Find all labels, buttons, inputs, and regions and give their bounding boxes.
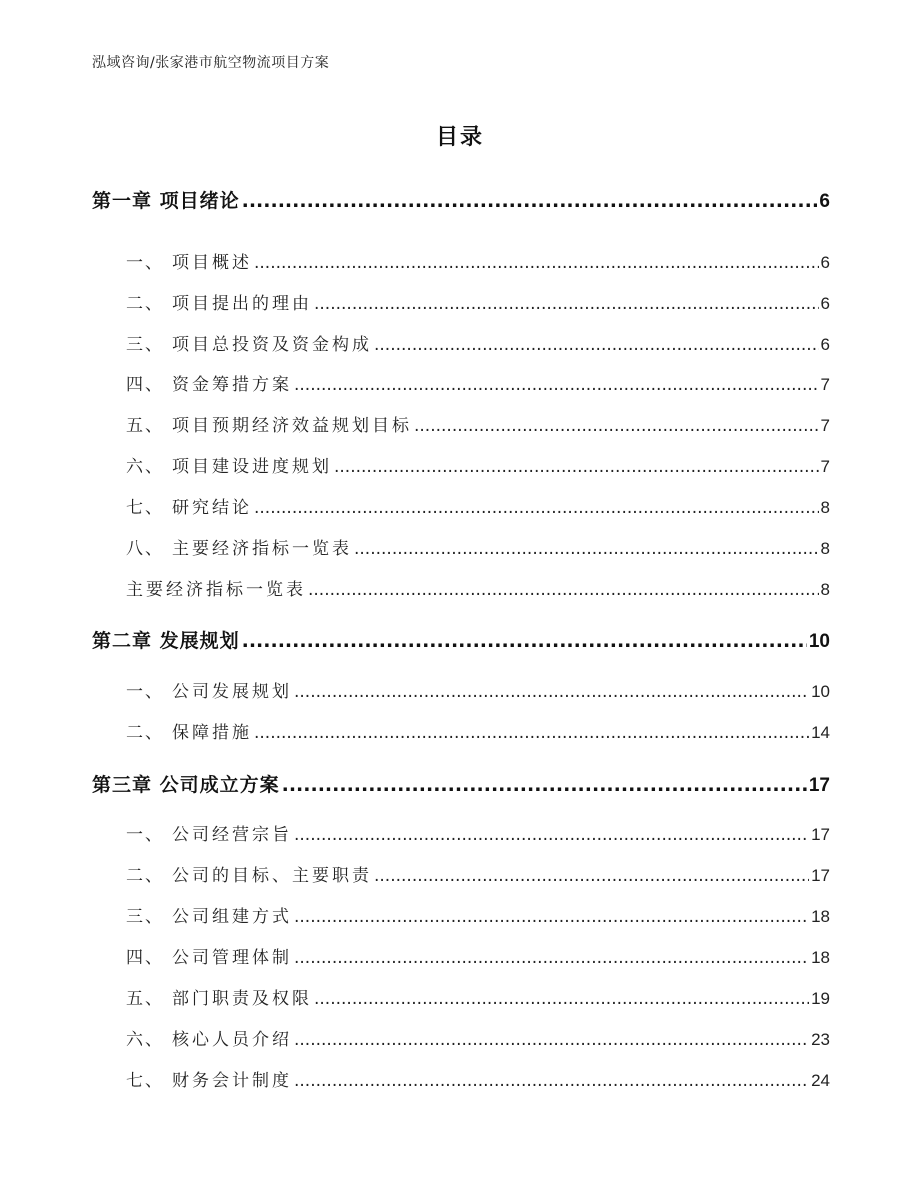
- toc-entry-label: [126, 820, 292, 845]
- toc-entry-label: 第三章 公司成立方案: [92, 774, 280, 796]
- toc-leader-dots: [334, 457, 819, 477]
- toc-entry-label: [126, 370, 292, 395]
- toc-entry-label: [126, 411, 412, 436]
- toc-page-number: 8: [820, 539, 830, 558]
- toc-entry-label: [126, 984, 312, 1009]
- toc-entry-number: 一、: [126, 825, 164, 845]
- toc-entry-text: 项目总投资及资金构成: [172, 335, 372, 355]
- toc-section-entry[interactable]: [126, 861, 830, 886]
- toc-leader-dots: [242, 630, 807, 652]
- toc-entry-label: [126, 943, 292, 968]
- toc-entry-number: 四、: [126, 948, 164, 968]
- toc-entry-number: 五、: [126, 416, 164, 436]
- toc-section-entry[interactable]: [126, 330, 830, 355]
- toc-leader-dots: [294, 1071, 809, 1091]
- toc-leader-dots: [294, 948, 809, 968]
- running-header: 泓域咨询/张家港市航空物流项目方案: [92, 55, 330, 71]
- toc-leader-dots: [242, 190, 818, 212]
- toc-entry-number: 七、: [126, 498, 164, 518]
- toc-entry-number: 四、: [126, 375, 164, 395]
- toc-entry-label: [126, 902, 292, 927]
- toc-entry-number: 五、: [126, 989, 164, 1009]
- toc-entry-text: 项目建设进度规划: [172, 457, 332, 477]
- toc-entry-label: [126, 861, 372, 886]
- toc-page-number: 24: [811, 1071, 830, 1090]
- toc-entry-label: [126, 493, 252, 518]
- toc-section-entry[interactable]: [126, 984, 830, 1009]
- toc-leader-dots: [294, 907, 809, 927]
- toc-entry-label: [126, 534, 352, 559]
- toc-page-number: 7: [820, 375, 830, 394]
- toc-section-entry[interactable]: [126, 248, 830, 273]
- toc-entry-number: 六、: [126, 1030, 164, 1050]
- toc-leader-dots: [254, 498, 819, 518]
- toc-entry-text: 项目预期经济效益规划目标: [172, 416, 412, 436]
- toc-section-entry[interactable]: [126, 289, 830, 314]
- toc-entry-label: [126, 718, 252, 743]
- toc-entry-text: 核心人员介绍: [172, 1030, 292, 1050]
- toc-leader-dots: [254, 723, 809, 743]
- toc-leader-dots: [294, 375, 819, 395]
- toc-entry-number: 六、: [126, 457, 164, 477]
- toc-chapter-entry[interactable]: [92, 770, 830, 797]
- toc-page-number: 6: [820, 335, 830, 354]
- toc-entry-text: 部门职责及权限: [172, 989, 312, 1009]
- toc-leader-dots: [294, 825, 809, 845]
- toc-chapter-entry[interactable]: [92, 186, 830, 213]
- toc-entry-label: [126, 1066, 292, 1091]
- toc-title: 目录: [435, 125, 484, 150]
- toc-entry-text: 公司经营宗旨: [172, 825, 292, 845]
- toc-page-number: 8: [820, 498, 830, 517]
- toc-leader-dots: [354, 539, 819, 559]
- toc-entry-text: 公司发展规划: [172, 682, 292, 702]
- toc-page-number: 17: [811, 825, 830, 844]
- toc-entry-number: 一、: [126, 253, 164, 273]
- toc-chapter-entry[interactable]: [92, 626, 830, 653]
- toc-entry-number: 一、: [126, 682, 164, 702]
- toc-leader-dots: [414, 416, 819, 436]
- toc-page-number: 18: [811, 948, 830, 967]
- toc-entry-label: 第一章 项目绪论: [92, 190, 240, 212]
- toc-entry-text: 公司的目标、主要职责: [172, 866, 372, 886]
- toc-entry-text: 主要经济指标一览表: [172, 539, 352, 559]
- toc-section-entry[interactable]: [126, 370, 830, 395]
- toc-entry-number: 二、: [126, 866, 164, 886]
- toc-section-entry[interactable]: [126, 677, 830, 702]
- toc-entry-label: [126, 289, 312, 314]
- toc-page-number: 7: [820, 457, 830, 476]
- toc-entry-text: 公司管理体制: [172, 948, 292, 968]
- toc-section-entry[interactable]: [126, 1066, 830, 1091]
- toc-section-entry[interactable]: [126, 452, 830, 477]
- toc-page-number: 6: [820, 253, 830, 272]
- toc-leader-dots: [282, 774, 807, 796]
- toc-section-entry[interactable]: [126, 493, 830, 518]
- toc-entry-number: 七、: [126, 1071, 164, 1091]
- toc-entry-text: 公司组建方式: [172, 907, 292, 927]
- toc-page-number: 17: [808, 775, 830, 796]
- toc-entry-text: 资金筹措方案: [172, 375, 292, 395]
- toc-page-number: 6: [820, 294, 830, 313]
- toc-entry-number: 八、: [126, 539, 164, 559]
- toc-leader-dots: [308, 580, 819, 600]
- toc-entry-label: 主要经济指标一览表: [126, 580, 306, 600]
- toc-page-number: 6: [819, 191, 830, 212]
- toc-page-number: 18: [811, 907, 830, 926]
- toc-section-entry[interactable]: [126, 902, 830, 927]
- toc-entry-number: 三、: [126, 335, 164, 355]
- toc-section-entry[interactable]: [126, 1025, 830, 1050]
- toc-page-number: 23: [811, 1030, 830, 1049]
- toc-section-entry[interactable]: [126, 534, 830, 559]
- toc-entry-text: 研究结论: [172, 498, 252, 518]
- toc-page-number: 19: [811, 989, 830, 1008]
- toc-entry-number: 二、: [126, 723, 164, 743]
- toc-leader-dots: [294, 682, 809, 702]
- toc-entry-label: [126, 677, 292, 702]
- toc-entry-label: [126, 452, 332, 477]
- toc-entry-label: [126, 1025, 292, 1050]
- toc-section-entry[interactable]: [126, 411, 830, 436]
- toc-leader-dots: [374, 335, 819, 355]
- toc-entry-text: 项目概述: [172, 253, 252, 273]
- toc-leader-dots: [314, 989, 809, 1009]
- toc-leader-dots: [314, 294, 819, 314]
- toc-entry-text: 保障措施: [172, 723, 252, 743]
- toc-entry-label: [126, 248, 252, 273]
- toc-entry-label: 第二章 发展规划: [92, 630, 240, 652]
- toc-entry-number: 三、: [126, 907, 164, 927]
- toc-page-number: 17: [811, 866, 830, 885]
- toc-section-entry[interactable]: [126, 718, 830, 743]
- toc-section-entry[interactable]: [126, 575, 830, 600]
- toc-page-number: 7: [820, 416, 830, 435]
- toc-section-entry[interactable]: [126, 820, 830, 845]
- toc-page-number: 8: [820, 580, 830, 599]
- toc-leader-dots: [294, 1030, 809, 1050]
- toc-page-number: 10: [811, 682, 830, 701]
- toc-leader-dots: [254, 253, 819, 273]
- toc-page-number: 10: [808, 631, 830, 652]
- toc-entry-number: 二、: [126, 294, 164, 314]
- toc-page-number: 14: [811, 723, 830, 742]
- toc-section-entry[interactable]: [126, 943, 830, 968]
- toc-leader-dots: [374, 866, 809, 886]
- toc-entry-text: 项目提出的理由: [172, 294, 312, 314]
- toc-entry-text: 财务会计制度: [172, 1071, 292, 1091]
- toc-entry-label: [126, 330, 372, 355]
